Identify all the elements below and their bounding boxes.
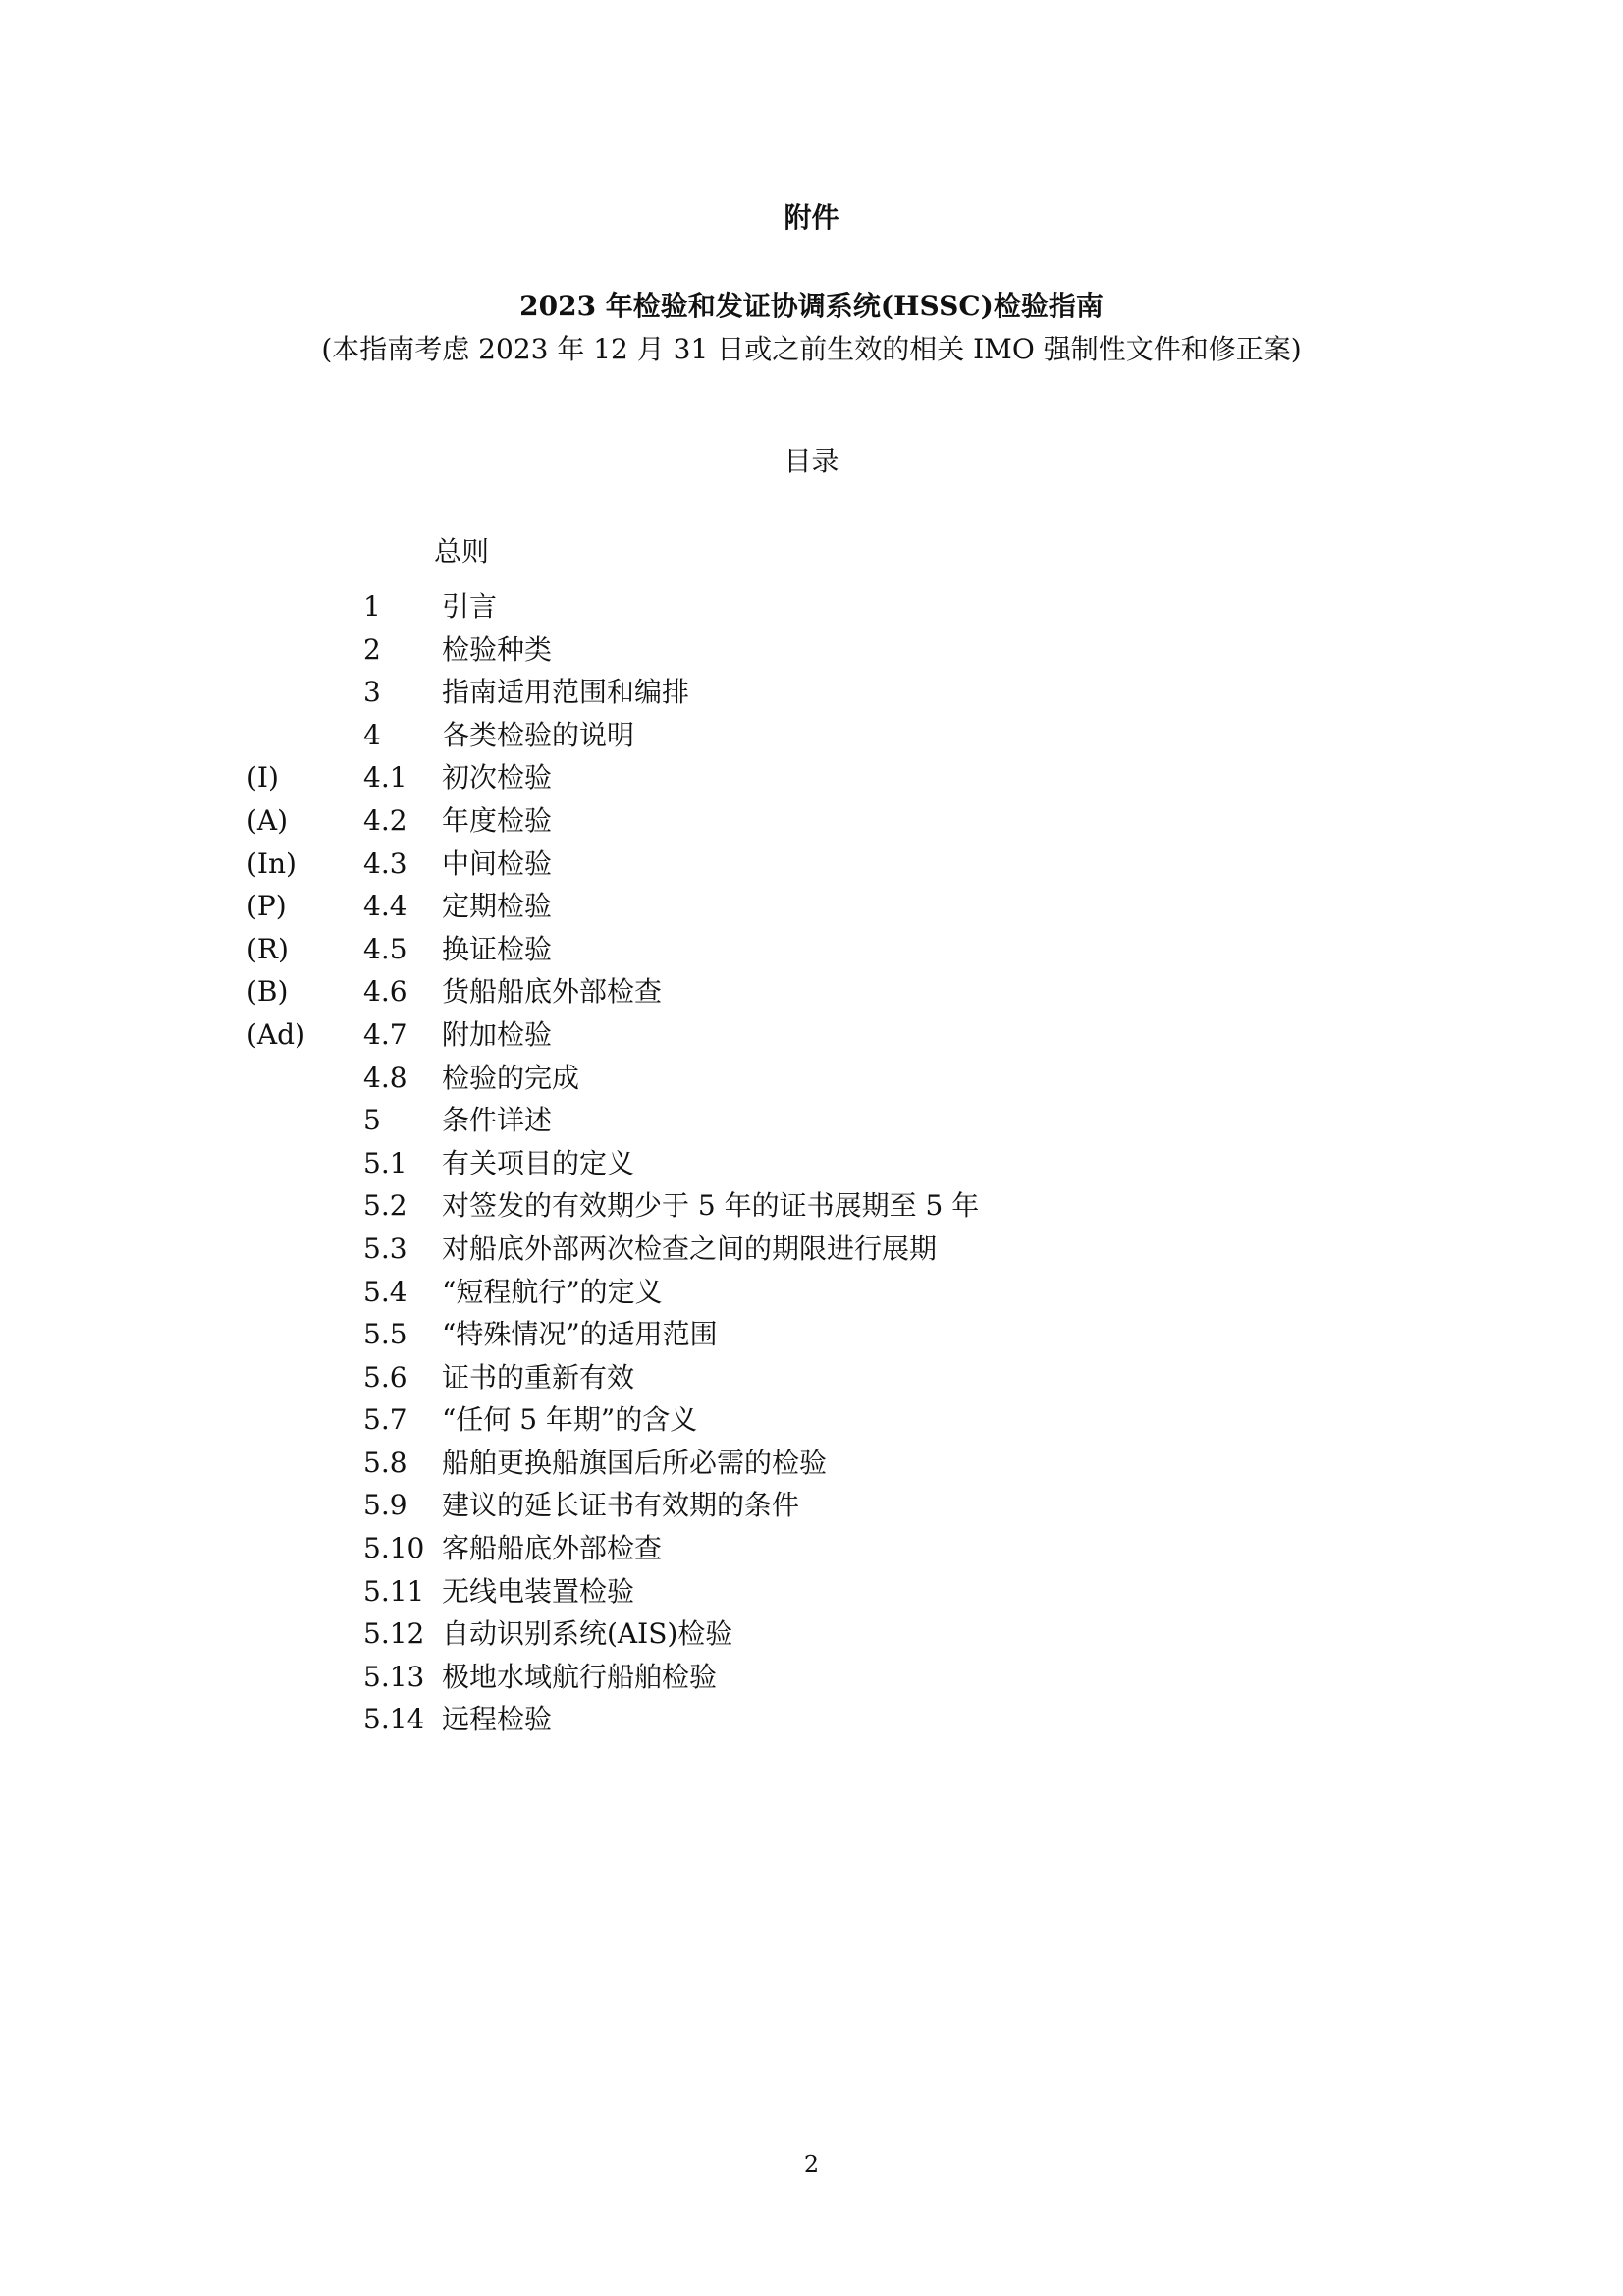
toc-entry-number: 5.8 xyxy=(363,1446,407,1479)
toc-entry-number: 4.6 xyxy=(363,975,407,1009)
toc-entry-number: 5.4 xyxy=(363,1275,407,1308)
document-subtitle: (本指南考虑 2023 年 12 月 31 日或之前生效的相关 IMO 强制性文件和修正案) xyxy=(321,333,1302,365)
toc-entry-label: 初次检验 xyxy=(442,761,553,794)
toc-entry-label: 无线电装置检验 xyxy=(442,1574,635,1608)
toc-entry-label: 船舶更换船旗国后所必需的检验 xyxy=(442,1446,828,1479)
toc-entry-label: 证书的重新有效 xyxy=(442,1360,635,1394)
toc-general-heading: 总则 xyxy=(434,535,490,568)
toc-entry-number: 5.13 xyxy=(363,1660,425,1693)
toc-entry xyxy=(0,1013,1623,1057)
toc-entry xyxy=(0,928,1623,971)
toc-entry-code: (A) xyxy=(246,803,289,837)
toc-entry-code: (I) xyxy=(246,761,279,794)
toc-entry xyxy=(0,1698,1623,1741)
toc-entry-label: 定期检验 xyxy=(442,890,553,923)
toc-entry-number: 5.1 xyxy=(363,1146,407,1179)
toc-entry xyxy=(0,1142,1623,1185)
toc-entry xyxy=(0,756,1623,799)
toc-entry-number: 5.14 xyxy=(363,1703,425,1736)
toc-entry xyxy=(0,843,1623,886)
toc-entry xyxy=(0,799,1623,843)
toc-entry-label: 年度检验 xyxy=(442,803,553,837)
toc-entry xyxy=(0,1184,1623,1228)
toc-entry-label: 中间检验 xyxy=(442,847,553,880)
table-of-contents xyxy=(0,585,1623,1741)
toc-entry-number: 4.1 xyxy=(363,761,407,794)
toc-entry-number: 5.2 xyxy=(363,1189,407,1223)
toc-entry-number: 4.5 xyxy=(363,932,407,965)
toc-entry-label: “任何 5 年期”的含义 xyxy=(442,1403,698,1437)
toc-entry-label: “短程航行”的定义 xyxy=(442,1275,663,1308)
toc-entry-label: 检验的完成 xyxy=(442,1061,580,1094)
toc-entry-number: 4.4 xyxy=(363,890,407,923)
toc-entry xyxy=(0,970,1623,1013)
toc-entry-label: 检验种类 xyxy=(442,632,553,666)
toc-entry xyxy=(0,1442,1623,1485)
toc-entry xyxy=(0,714,1623,757)
toc-entry xyxy=(0,1228,1623,1271)
toc-entry xyxy=(0,629,1623,672)
toc-entry-label: 各类检验的说明 xyxy=(442,718,635,751)
toc-entry-label: 引言 xyxy=(442,590,498,623)
toc-entry xyxy=(0,1398,1623,1442)
toc-entry-label: 极地水域航行船舶检验 xyxy=(442,1660,718,1693)
toc-entry xyxy=(0,1271,1623,1314)
document-title: 2023 年检验和发证协调系统(HSSC)检验指南 xyxy=(519,290,1104,322)
toc-entry-number: 3 xyxy=(363,676,381,709)
toc-entry xyxy=(0,1313,1623,1356)
toc-entry-number: 5.12 xyxy=(363,1617,425,1651)
toc-entry-number: 4.8 xyxy=(363,1061,407,1094)
toc-entry xyxy=(0,1527,1623,1570)
toc-entry-label: 远程检验 xyxy=(442,1703,553,1736)
toc-entry-label: 对签发的有效期少于 5 年的证书展期至 5 年 xyxy=(442,1189,980,1223)
toc-entry-number: 1 xyxy=(363,590,381,623)
toc-entry-number: 5.7 xyxy=(363,1403,407,1437)
toc-entry xyxy=(0,671,1623,714)
toc-heading: 目录 xyxy=(784,445,839,477)
toc-entry xyxy=(0,1656,1623,1699)
toc-entry-label: 有关项目的定义 xyxy=(442,1146,635,1179)
toc-entry-number: 4 xyxy=(363,718,381,751)
toc-entry-label: “特殊情况”的适用范围 xyxy=(442,1318,718,1351)
toc-entry-label: 对船底外部两次检查之间的期限进行展期 xyxy=(442,1231,938,1265)
toc-entry-number: 4.3 xyxy=(363,847,407,880)
toc-entry xyxy=(0,1099,1623,1142)
toc-entry-label: 自动识别系统(AIS)检验 xyxy=(442,1617,733,1651)
annex-label: 附件 xyxy=(784,201,839,234)
toc-entry-number: 5 xyxy=(363,1104,381,1137)
toc-entry xyxy=(0,1570,1623,1613)
toc-entry-label: 指南适用范围和编排 xyxy=(442,676,690,709)
page-number: 2 xyxy=(803,2151,820,2178)
toc-entry-label: 客船船底外部检查 xyxy=(442,1532,663,1565)
toc-entry-number: 5.10 xyxy=(363,1532,425,1565)
toc-entry-label: 货船船底外部检查 xyxy=(442,975,663,1009)
toc-entry-code: (Ad) xyxy=(246,1017,305,1051)
toc-entry xyxy=(0,1484,1623,1527)
toc-entry-code: (B) xyxy=(246,975,289,1009)
toc-entry-code: (R) xyxy=(246,932,289,965)
toc-entry-number: 4.2 xyxy=(363,803,407,837)
toc-entry-number: 5.6 xyxy=(363,1360,407,1394)
toc-entry-number: 2 xyxy=(363,632,381,666)
toc-entry-code: (P) xyxy=(246,890,287,923)
toc-entry-label: 建议的延长证书有效期的条件 xyxy=(442,1489,800,1522)
toc-entry xyxy=(0,1057,1623,1100)
toc-entry-label: 换证检验 xyxy=(442,932,553,965)
toc-entry-number: 5.9 xyxy=(363,1489,407,1522)
toc-entry-code: (In) xyxy=(246,847,297,880)
toc-entry-number: 5.11 xyxy=(363,1574,425,1608)
toc-entry xyxy=(0,1356,1623,1399)
toc-entry-label: 附加检验 xyxy=(442,1017,553,1051)
toc-entry-number: 5.3 xyxy=(363,1231,407,1265)
toc-entry-label: 条件详述 xyxy=(442,1104,553,1137)
toc-entry xyxy=(0,1613,1623,1656)
toc-entry-number: 4.7 xyxy=(363,1017,407,1051)
toc-entry xyxy=(0,885,1623,928)
toc-entry xyxy=(0,585,1623,629)
toc-entry-number: 5.5 xyxy=(363,1318,407,1351)
